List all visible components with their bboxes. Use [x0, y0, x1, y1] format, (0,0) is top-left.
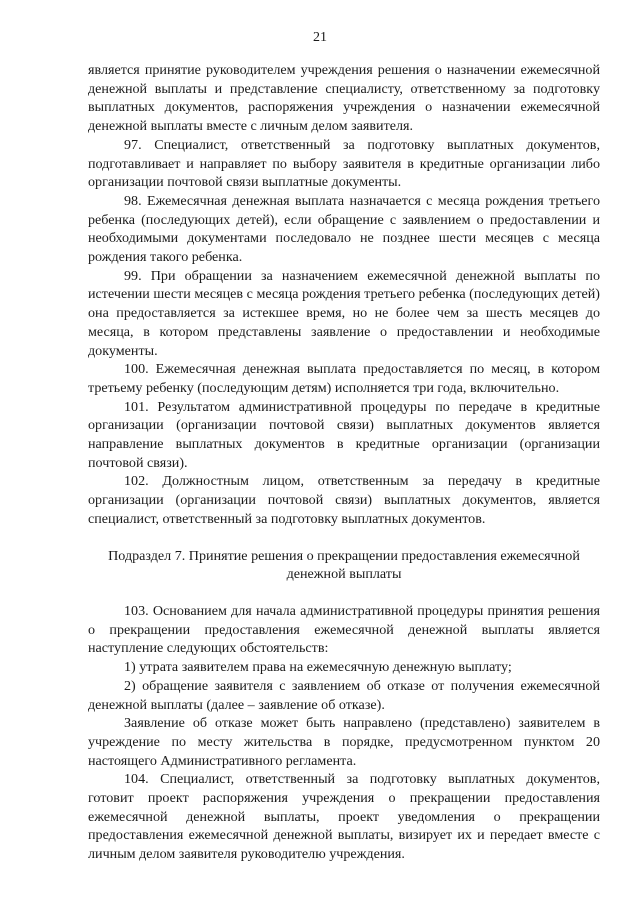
paragraph-104: 104. Специалист, ответственный за подготовку выплатных документов, готовит проект распоряжения учреждения о прекращении предоставления ежемесячной денежной выплаты, проект уведомления о прекращении предоставления ежемесячной денежной выплаты, визирует их и передает вместе с личным делом заявителя руководителю учреждения. [88, 771, 600, 863]
paragraph-100: 100. Ежемесячная денежная выплата предоставляется по месяц, в котором третьему ребенку (последующим детям) исполняется три года, включительно. [88, 361, 600, 396]
page-number: 21 [313, 30, 327, 45]
spacer [88, 584, 600, 602]
paragraph-103: 103. Основанием для начала административной процедуры принятия решения о прекращении предоставления ежемесячной денежной выплаты является наступление следующих обстоятельств: [88, 602, 600, 657]
list-item-2: 2) обращение заявителя с заявлением об отказе от получения ежемесячной денежной выплаты (далее – заявление об отказе). [88, 677, 600, 713]
paragraph-97: 97. Специалист, ответственный за подготовку выплатных документов, подготавливает и направляет по выбору заявителя в кредитные организации либо организации почтовой связи выплатные документы. [88, 136, 600, 191]
document-body [88, 61, 600, 864]
paragraph-102: 102. Должностным лицом, ответственным за передачу в кредитные организации (организации почтовой связи) выплатных документов, является специалист, ответственный за подготовку выплатных документов. [88, 473, 600, 527]
paragraph-refusal-statement: Заявление об отказе может быть направлено (представлено) заявителем в учреждение по месту жительства в порядке, предусмотренном пунктом 20 настоящего Административного регламента. [88, 715, 600, 769]
paragraph-98: 98. Ежемесячная денежная выплата назначается с месяца рождения третьего ребенка (последующих детей), если обращение с заявлением о предоставлении и необходимыми документами последовало не позднее шести месяцев с месяца рождения такого ребенка. [88, 192, 600, 266]
paragraph-continuation: является принятие руководителем учреждения решения о назначении ежемесячной денежной выплаты и представление специалисту, ответственному за подготовку выплатных документов, распоряжения учреждения о назначении ежемесячной денежной выплаты вместе с личным делом заявителя. [88, 62, 600, 135]
subsection-heading: Подраздел 7. Принятие решения о прекращении предоставления ежемесячной денежной выплаты [108, 547, 580, 583]
paragraph-101: 101. Результатом административной процедуры по передаче в кредитные организации (организации почтовой связи) выплатных документов является направление выплатных документов в кредитные организации (организации почтовой связи). [88, 398, 600, 471]
spacer [88, 529, 600, 547]
list-item-1: 1) утрата заявителем права на ежемесячную денежную выплату; [124, 659, 512, 676]
paragraph-99: 99. При обращении за назначением ежемесячной денежной выплаты по истечении шести месяцев с месяца рождения третьего ребенка (последующих детей) она предоставляется за истекшее время, но не более чем за шесть месяцев до месяца, в котором представлены заявление о предоставлении и необходимые документы. [88, 267, 600, 359]
